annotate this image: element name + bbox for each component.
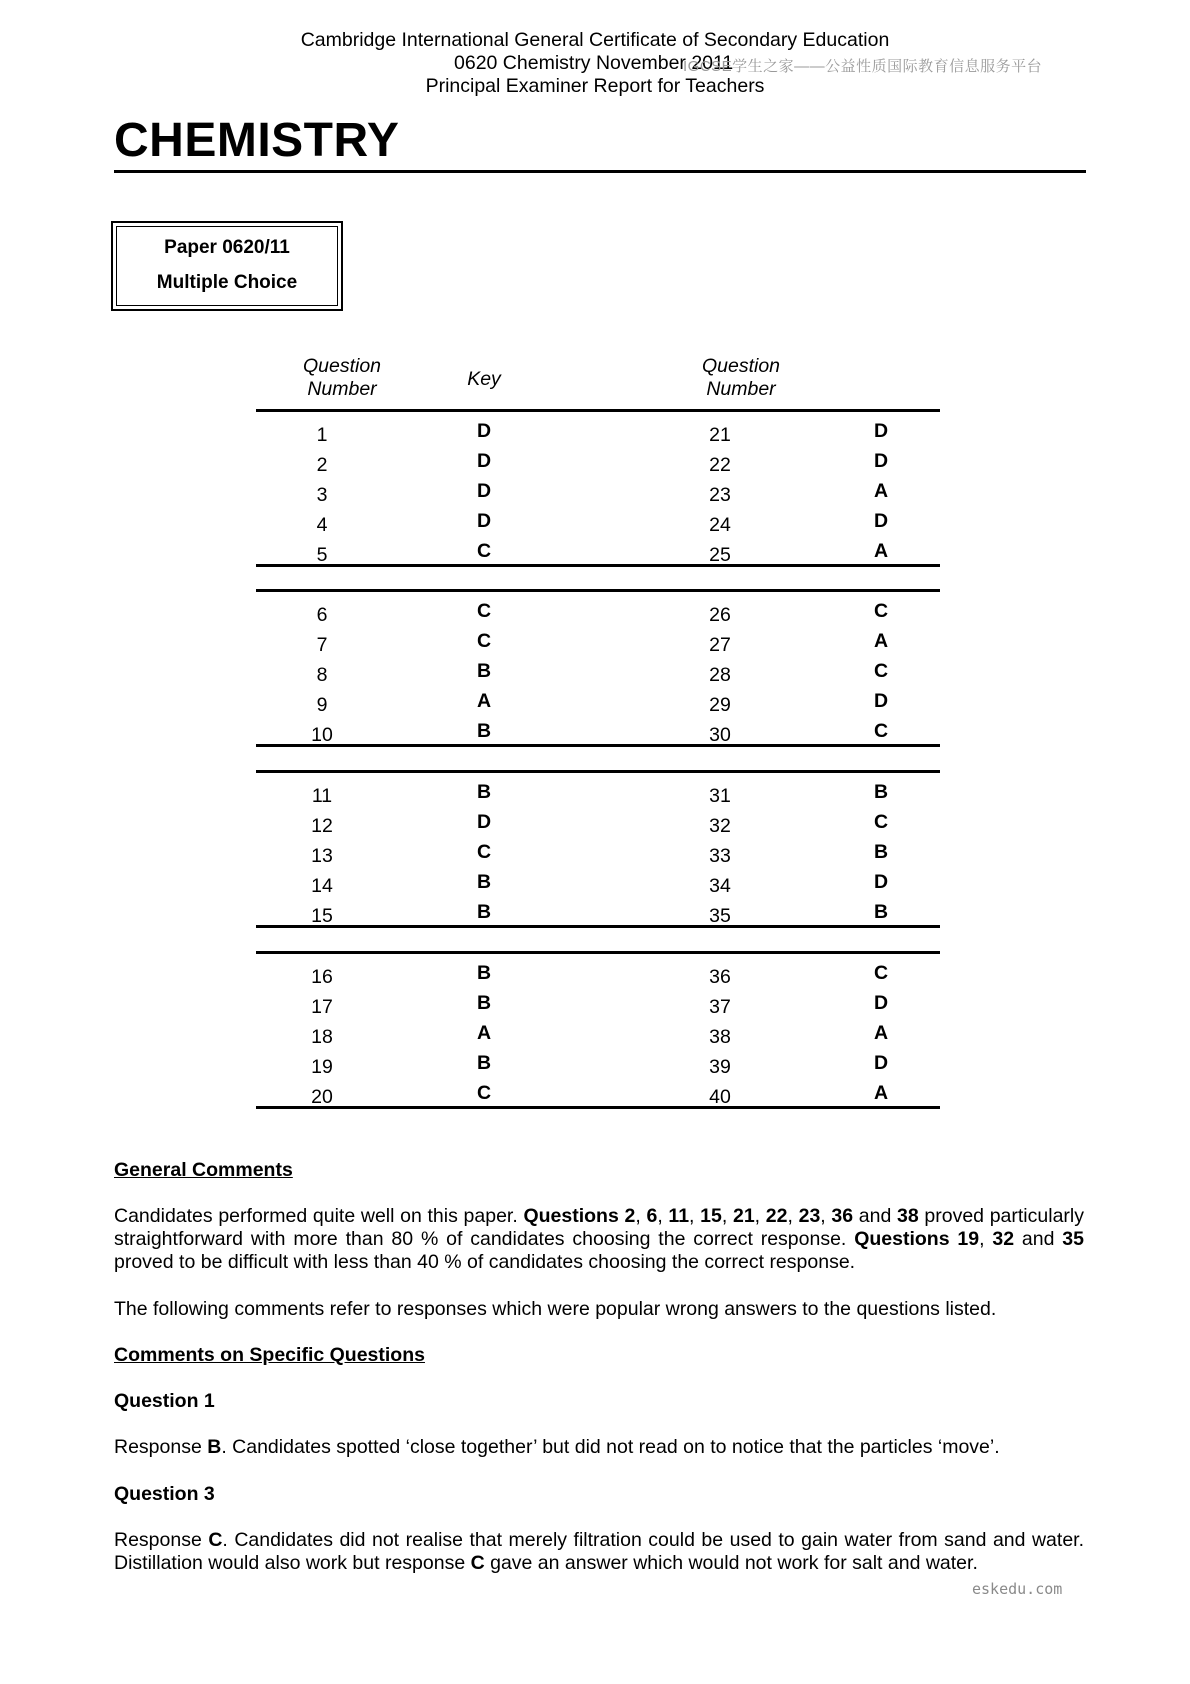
question-number: 7 bbox=[316, 634, 328, 656]
answer-key: B bbox=[476, 871, 492, 893]
answer-key: C bbox=[476, 630, 492, 652]
question-number: 27 bbox=[709, 634, 731, 656]
answer-key: B bbox=[476, 962, 492, 984]
question-number: 38 bbox=[709, 1026, 731, 1048]
question-number: 28 bbox=[709, 664, 731, 686]
answer-key: B bbox=[873, 781, 889, 803]
answer-key: A bbox=[873, 480, 889, 502]
question-number: 17 bbox=[311, 996, 333, 1018]
answer-key: D bbox=[476, 811, 492, 833]
answer-key: D bbox=[476, 450, 492, 472]
question-3-heading: Question 3 bbox=[114, 1483, 215, 1505]
question-number: 33 bbox=[709, 845, 731, 867]
answer-key: B bbox=[476, 992, 492, 1014]
question-number: 29 bbox=[709, 694, 731, 716]
title-rule bbox=[114, 170, 1086, 173]
answer-key: A bbox=[873, 540, 889, 562]
table-rule-top bbox=[256, 589, 940, 592]
question-number: 14 bbox=[311, 875, 333, 897]
paper-number: Paper 0620/11 bbox=[164, 237, 290, 258]
question-number: 32 bbox=[709, 815, 731, 837]
question-number: 36 bbox=[709, 966, 731, 988]
question-number: 16 bbox=[311, 966, 333, 988]
header-line-3: Principal Examiner Report for Teachers bbox=[425, 75, 765, 97]
page-title: CHEMISTRY bbox=[114, 114, 400, 167]
question-number: 15 bbox=[311, 905, 333, 927]
question-number: 34 bbox=[709, 875, 731, 897]
answer-key: B bbox=[476, 901, 492, 923]
question-number: 35 bbox=[709, 905, 731, 927]
answer-key: C bbox=[873, 962, 889, 984]
answer-key: D bbox=[873, 871, 889, 893]
header-line-2: 0620 Chemistry November 2011 bbox=[454, 52, 734, 74]
watermark-bottom: eskedu.com bbox=[972, 1580, 1063, 1598]
question-number: 26 bbox=[709, 604, 731, 626]
answer-key: D bbox=[873, 510, 889, 532]
answer-key: D bbox=[873, 1052, 889, 1074]
answer-key: C bbox=[873, 600, 889, 622]
question-number: 1 bbox=[316, 424, 328, 446]
watermark-top: IGCSE学生之家——公益性质国际教育信息服务平台 bbox=[683, 58, 1043, 75]
table-rule-bottom bbox=[256, 564, 940, 567]
question-number: 6 bbox=[316, 604, 328, 626]
question-number: 11 bbox=[311, 785, 333, 807]
table-rule-bottom bbox=[256, 925, 940, 928]
table-rule-top bbox=[256, 770, 940, 773]
answer-key: C bbox=[476, 841, 492, 863]
answer-key: A bbox=[873, 630, 889, 652]
answer-key: A bbox=[873, 1022, 889, 1044]
answer-key: A bbox=[873, 1082, 889, 1104]
col-header-question-left: Question Number bbox=[302, 355, 382, 400]
table-rule-bottom bbox=[256, 1106, 940, 1109]
table-rule-bottom bbox=[256, 744, 940, 747]
question-number: 30 bbox=[709, 724, 731, 746]
answer-key: C bbox=[873, 811, 889, 833]
question-number: 12 bbox=[311, 815, 333, 837]
answer-key: C bbox=[476, 1082, 492, 1104]
question-number: 13 bbox=[311, 845, 333, 867]
answer-key: B bbox=[476, 781, 492, 803]
general-comments-p1: Candidates performed quite well on this paper. Questions 2, 6, 11, 15, 21, 22, 23, 36 and 38 proved particularly straightforward with more than 80 % of candidates choosing the correct response. Questions 19, 32 and 35 proved to be difficult with less than 40 % of candidates choosing the correct response. bbox=[114, 1205, 1084, 1273]
table-rule-top bbox=[256, 409, 940, 412]
answer-key: A bbox=[476, 690, 492, 712]
question-number: 8 bbox=[316, 664, 328, 686]
answer-key: B bbox=[476, 660, 492, 682]
question-number: 9 bbox=[316, 694, 328, 716]
question-number: 31 bbox=[709, 785, 731, 807]
question-1-text: Response B. Candidates spotted ‘close together’ but did not read on to notice that the particles ‘move’. bbox=[114, 1436, 1000, 1458]
specific-comments-heading: Comments on Specific Questions bbox=[114, 1344, 425, 1366]
question-number: 37 bbox=[709, 996, 731, 1018]
answer-key: C bbox=[476, 540, 492, 562]
question-number: 10 bbox=[311, 724, 333, 746]
table-rule-top bbox=[256, 951, 940, 954]
general-comments-p2: The following comments refer to responses which were popular wrong answers to the questions listed. bbox=[114, 1298, 997, 1320]
question-3-text: Response C. Candidates did not realise that merely filtration could be used to gain water from sand and water. Distillation would also work but response C gave an answer which would not work for salt and water. bbox=[114, 1529, 1084, 1574]
answer-key: D bbox=[873, 420, 889, 442]
answer-key: B bbox=[873, 901, 889, 923]
col-header-question-right: Question Number bbox=[701, 355, 781, 400]
answer-key: A bbox=[476, 1022, 492, 1044]
answer-key: C bbox=[873, 720, 889, 742]
paper-type: Multiple Choice bbox=[156, 272, 298, 293]
answer-key: D bbox=[476, 420, 492, 442]
question-number: 2 bbox=[316, 454, 328, 476]
col-header-key-left: Key bbox=[467, 368, 501, 390]
question-number: 4 bbox=[316, 514, 328, 536]
answer-key: D bbox=[476, 510, 492, 532]
answer-key: B bbox=[476, 720, 492, 742]
answer-key: D bbox=[873, 992, 889, 1014]
answer-key: D bbox=[476, 480, 492, 502]
question-number: 21 bbox=[709, 424, 731, 446]
general-comments-heading: General Comments bbox=[114, 1159, 293, 1181]
question-number: 19 bbox=[311, 1056, 333, 1078]
answer-key: B bbox=[873, 841, 889, 863]
question-number: 23 bbox=[709, 484, 731, 506]
answer-key: B bbox=[476, 1052, 492, 1074]
answer-key: C bbox=[476, 600, 492, 622]
answer-key: D bbox=[873, 690, 889, 712]
question-number: 18 bbox=[311, 1026, 333, 1048]
question-number: 24 bbox=[709, 514, 731, 536]
question-number: 25 bbox=[709, 544, 731, 566]
answer-key: D bbox=[873, 450, 889, 472]
question-number: 20 bbox=[311, 1086, 333, 1108]
question-number: 40 bbox=[709, 1086, 731, 1108]
paper-box bbox=[111, 221, 343, 311]
question-number: 3 bbox=[316, 484, 328, 506]
question-1-heading: Question 1 bbox=[114, 1390, 215, 1412]
question-number: 39 bbox=[709, 1056, 731, 1078]
answer-key: C bbox=[873, 660, 889, 682]
question-number: 5 bbox=[316, 544, 328, 566]
header-line-1: Cambridge International General Certificate of Secondary Education bbox=[300, 29, 890, 51]
question-number: 22 bbox=[709, 454, 731, 476]
